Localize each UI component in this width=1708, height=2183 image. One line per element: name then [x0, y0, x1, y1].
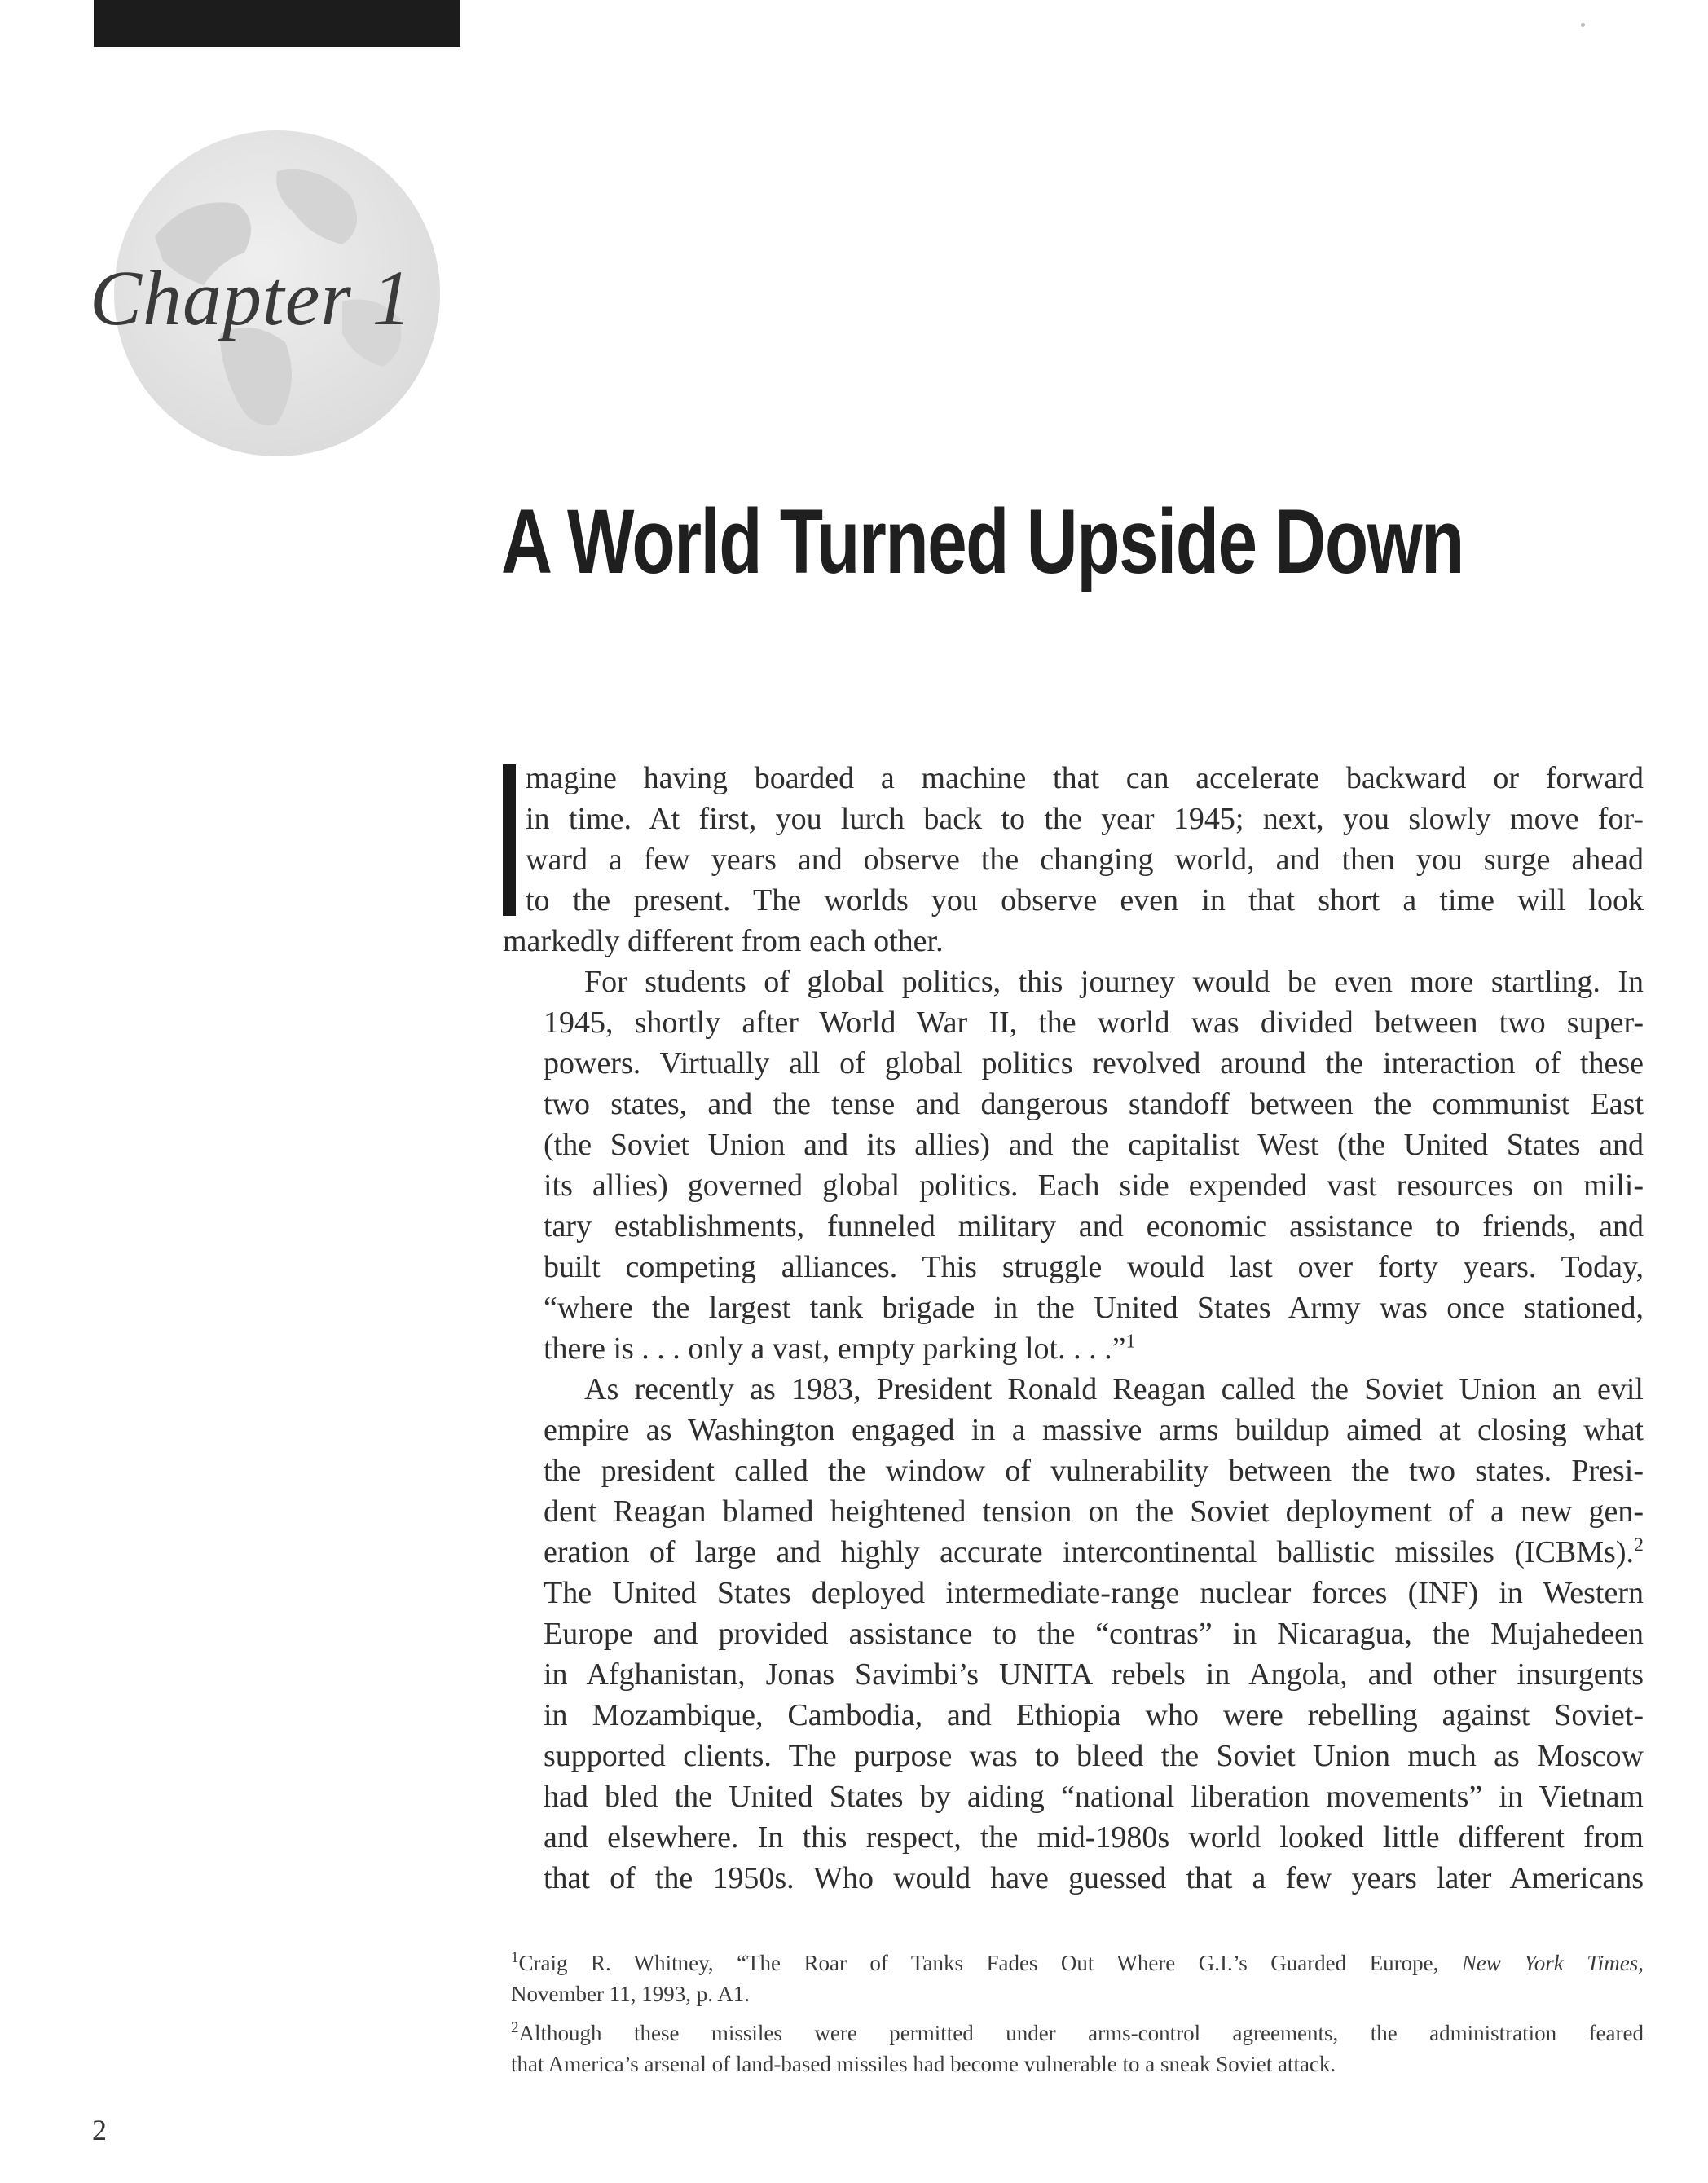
text-line: As recently as 1983, President Ronald Reagan called the Soviet Union an evil	[584, 1372, 1644, 1406]
text-line: Europe and provided assistance to the “contras” in Nicaragua, the Mujahedeen	[544, 1617, 1644, 1651]
text-line: and elsewhere. In this respect, the mid-1980s world looked little different from	[544, 1820, 1644, 1855]
chapter-label: Chapter 1	[90, 254, 412, 341]
speck	[1581, 23, 1585, 27]
text-line: magine having boarded a machine that can accelerate backward or forward	[526, 761, 1644, 795]
text-line: that of the 1950s. Who would have guessed that a few years later Americans	[544, 1861, 1644, 1895]
text-fragment: eration of large and highly accurate intercontinental ballistic missiles (ICBMs).	[544, 1535, 1634, 1569]
footnote-line	[511, 2018, 1644, 2049]
footnote-line	[511, 1948, 1644, 1978]
text-line: had bled the United States by aiding “national liberation movements” in Vietnam	[544, 1780, 1644, 1814]
text-line: the president called the window of vulnerability between the two states. Presi-	[544, 1454, 1644, 1488]
footnote-line: that America’s arsenal of land-based missiles had become vulnerable to a sneak Soviet attack.	[511, 2052, 1336, 2076]
text-line: in time. At first, you lurch back to the year 1945; next, you slowly move for-	[526, 802, 1644, 836]
footnote-line: November 11, 1993, p. A1.	[511, 1982, 750, 2006]
text-line: The United States deployed intermediate-range nuclear forces (INF) in Western	[544, 1576, 1644, 1610]
footnote-ref-2: 2	[1634, 1534, 1644, 1556]
text-line: supported clients. The purpose was to bleed the Soviet Union much as Moscow	[544, 1739, 1644, 1773]
text-line: built competing alliances. This struggle would last over forty years. Today,	[544, 1250, 1644, 1284]
text-line	[503, 1532, 1644, 1573]
paragraph-2	[503, 962, 1644, 1369]
footnote-2	[511, 2018, 1644, 2080]
paragraph-3	[503, 1369, 1644, 1899]
paragraph-1	[503, 758, 1644, 962]
text-line: two states, and the tense and dangerous standoff between the communist East	[544, 1087, 1644, 1121]
text-line: to the present. The worlds you observe even in that short a time will look	[526, 883, 1644, 918]
chapter-title: A World Turned Upside Down	[501, 491, 1464, 592]
text-line: empire as Washington engaged in a massive arms buildup aimed at closing what	[544, 1413, 1644, 1447]
text-line	[503, 1328, 1644, 1369]
footnote-source: New York Times,	[1461, 1951, 1644, 1975]
text-line: (the Soviet Union and its allies) and the capitalist West (the United States and	[544, 1128, 1644, 1162]
text-line: in Mozambique, Cambodia, and Ethiopia who were rebelling against Soviet-	[544, 1698, 1644, 1732]
text-line: dent Reagan blamed heightened tension on the Soviet deployment of a new gen-	[544, 1494, 1644, 1529]
text-line: powers. Virtually all of global politics revolved around the interaction of these	[544, 1046, 1644, 1080]
text-line: “where the largest tank brigade in the United States Army was once stationed,	[544, 1291, 1644, 1325]
page-number: 2	[92, 2114, 107, 2146]
running-header-bar	[94, 0, 460, 47]
text-line: its allies) governed global politics. Each side expended vast resources on mili-	[544, 1169, 1644, 1203]
footnotes	[511, 1948, 1644, 2088]
drop-cap-i	[503, 764, 516, 916]
footnote-number: 2	[511, 2019, 519, 2036]
footnote-text: Craig R. Whitney, “The Roar of Tanks Fades Out Where G.I.’s Guarded Europe,	[518, 1951, 1462, 1975]
footnote-number: 1	[511, 1949, 519, 1966]
text-fragment: there is . . . only a vast, empty parking lot. . . .”	[544, 1331, 1126, 1366]
text-line: For students of global politics, this journey would be even more startling. In	[584, 965, 1644, 999]
footnote-ref-1: 1	[1125, 1331, 1136, 1353]
body-text	[503, 758, 1644, 1899]
text-line: tary establishments, funneled military and economic assistance to friends, and	[544, 1209, 1644, 1243]
text-line: in Afghanistan, Jonas Savimbi’s UNITA rebels in Angola, and other insurgents	[544, 1657, 1644, 1692]
footnote-text: Although these missiles were permitted under arms-control agreements, the administration feared	[518, 2021, 1644, 2045]
dropcap-block	[503, 758, 1644, 921]
text-line: markedly different from each other.	[503, 924, 944, 958]
text-line: ward a few years and observe the changing world, and then you surge ahead	[526, 843, 1644, 877]
text-line: 1945, shortly after World War II, the world was divided between two super-	[544, 1006, 1644, 1040]
footnote-1	[511, 1948, 1644, 2009]
